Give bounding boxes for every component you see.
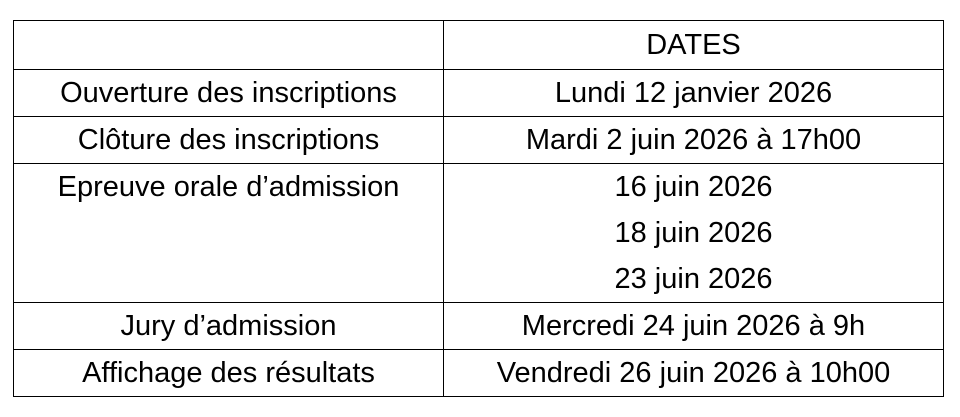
row-dates-cell: [444, 164, 944, 303]
row-date: Mercredi 24 juin 2026 à 9h: [444, 303, 944, 350]
header-empty-cell: [14, 21, 444, 70]
row-date: 16 juin 2026: [614, 171, 773, 203]
row-date: Vendredi 26 juin 2026 à 10h00: [444, 350, 944, 397]
row-label: Jury d’admission: [14, 303, 444, 350]
row-date: Mardi 2 juin 2026 à 17h00: [444, 117, 944, 164]
table-row: [14, 303, 944, 350]
row-label: Clôture des inscriptions: [14, 117, 444, 164]
row-date: 23 juin 2026: [614, 263, 773, 295]
table-row: [14, 350, 944, 397]
schedule-table: [13, 20, 944, 397]
header-dates-cell: DATES: [444, 21, 944, 70]
header-row: [14, 21, 944, 70]
table-row: [14, 164, 944, 303]
row-date: Lundi 12 janvier 2026: [444, 70, 944, 117]
row-label: Epreuve orale d’admission: [14, 164, 444, 303]
table-row: [14, 117, 944, 164]
table-row: [14, 70, 944, 117]
row-label: Ouverture des inscriptions: [14, 70, 444, 117]
row-date: 18 juin 2026: [614, 217, 773, 249]
row-label: Affichage des résultats: [14, 350, 444, 397]
